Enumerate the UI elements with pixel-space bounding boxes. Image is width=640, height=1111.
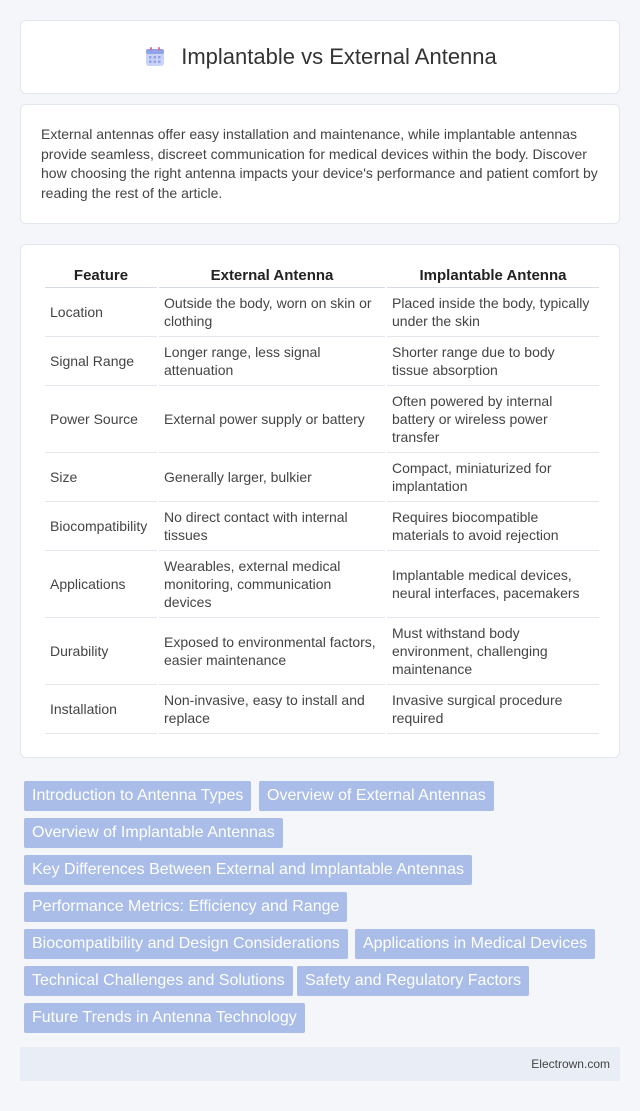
tag-link[interactable]: Overview of External Antennas bbox=[259, 781, 494, 811]
external-cell: Outside the body, worn on skin or clothing bbox=[159, 288, 385, 337]
external-cell: Non-invasive, easy to install and replace bbox=[159, 685, 385, 734]
external-cell: External power supply or battery bbox=[159, 386, 385, 453]
implantable-cell: Shorter range due to body tissue absorption bbox=[387, 337, 599, 386]
column-header: External Antenna bbox=[159, 263, 385, 288]
intro-paragraph: External antennas offer easy installation and maintenance, while implantable antennas provide seamless, discreet communication for medical devices within the body. Discover how choosing the right antenna impacts your device's performance and patient comfort by reading the rest of the article. bbox=[20, 104, 620, 224]
implantable-cell: Requires biocompatible materials to avoid rejection bbox=[387, 502, 599, 551]
table-row bbox=[45, 337, 599, 386]
feature-cell: Location bbox=[45, 288, 157, 337]
header-card bbox=[20, 20, 620, 94]
implantable-cell: Invasive surgical procedure required bbox=[387, 685, 599, 734]
external-cell: Longer range, less signal attenuation bbox=[159, 337, 385, 386]
calendar-icon bbox=[143, 45, 167, 69]
feature-cell: Installation bbox=[45, 685, 157, 734]
tag-link[interactable]: Overview of Implantable Antennas bbox=[24, 818, 283, 848]
tag-link[interactable]: Introduction to Antenna Types bbox=[24, 781, 251, 811]
table-row bbox=[45, 551, 599, 618]
column-header: Feature bbox=[45, 263, 157, 288]
feature-cell: Size bbox=[45, 453, 157, 502]
feature-cell: Power Source bbox=[45, 386, 157, 453]
feature-cell: Biocompatibility bbox=[45, 502, 157, 551]
implantable-cell: Often powered by internal battery or wireless power transfer bbox=[387, 386, 599, 453]
tag-link[interactable]: Key Differences Between External and Implantable Antennas bbox=[24, 855, 472, 885]
tag-link[interactable]: Future Trends in Antenna Technology bbox=[24, 1003, 305, 1033]
comparison-table bbox=[43, 263, 601, 734]
table-header-row bbox=[45, 263, 599, 288]
table-row bbox=[45, 453, 599, 502]
feature-cell: Durability bbox=[45, 618, 157, 685]
table-row bbox=[45, 502, 599, 551]
external-cell: Generally larger, bulkier bbox=[159, 453, 385, 502]
tag-link[interactable]: Biocompatibility and Design Considerations bbox=[24, 929, 348, 959]
table-row bbox=[45, 685, 599, 734]
comparison-table-card bbox=[20, 244, 620, 758]
table-row bbox=[45, 386, 599, 453]
footer-site-name: Electrown.com bbox=[531, 1057, 610, 1071]
table-row bbox=[45, 618, 599, 685]
external-cell: No direct contact with internal tissues bbox=[159, 502, 385, 551]
external-cell: Exposed to environmental factors, easier maintenance bbox=[159, 618, 385, 685]
implantable-cell: Placed inside the body, typically under the skin bbox=[387, 288, 599, 337]
implantable-cell: Compact, miniaturized for implantation bbox=[387, 453, 599, 502]
footer bbox=[20, 1047, 620, 1081]
tag-link[interactable]: Safety and Regulatory Factors bbox=[297, 966, 529, 996]
implantable-cell: Must withstand body environment, challenging maintenance bbox=[387, 618, 599, 685]
tag-link[interactable]: Performance Metrics: Efficiency and Range bbox=[24, 892, 347, 922]
external-cell: Wearables, external medical monitoring, communication devices bbox=[159, 551, 385, 618]
feature-cell: Signal Range bbox=[45, 337, 157, 386]
tag-link[interactable]: Applications in Medical Devices bbox=[355, 929, 595, 959]
column-header: Implantable Antenna bbox=[387, 263, 599, 288]
feature-cell: Applications bbox=[45, 551, 157, 618]
implantable-cell: Implantable medical devices, neural interfaces, pacemakers bbox=[387, 551, 599, 618]
page-title: Implantable vs External Antenna bbox=[181, 44, 497, 69]
tag-link[interactable]: Technical Challenges and Solutions bbox=[24, 966, 293, 996]
table-row bbox=[45, 288, 599, 337]
